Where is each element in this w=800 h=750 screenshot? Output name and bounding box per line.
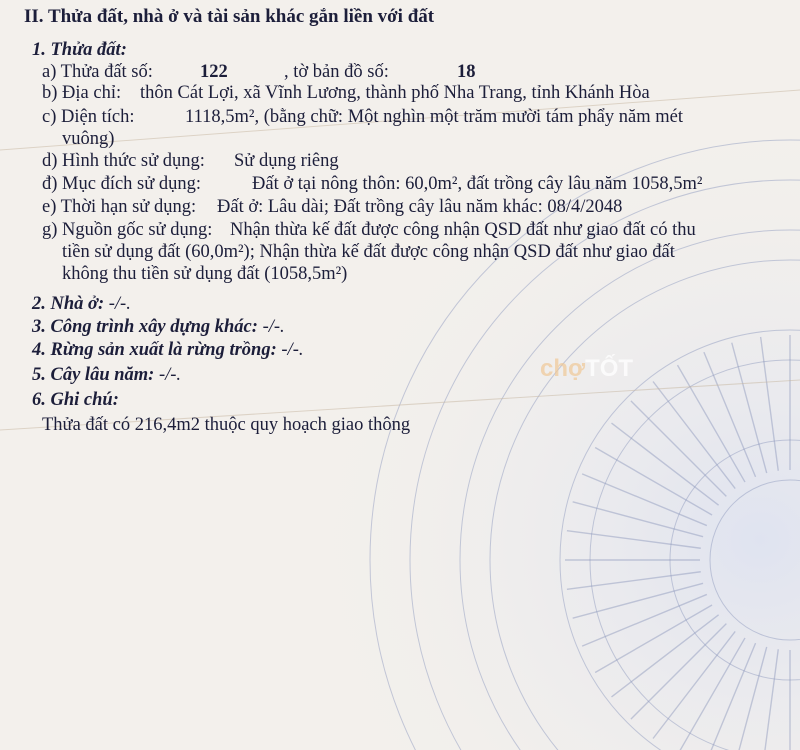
house-value: -/-. (108, 294, 131, 314)
origin-row (42, 219, 696, 241)
forest-row (32, 339, 303, 361)
address-row (42, 82, 650, 104)
perennial-heading: 5. Cây lâu năm: (32, 365, 155, 385)
map-sheet-label: , tờ bản đồ số: (284, 62, 389, 82)
other-works-heading: 3. Công trình xây dựng khác: (32, 317, 258, 337)
parcel-number-row (42, 61, 476, 83)
section-title: II. Thửa đất, nhà ở và tài sản khác gắn liền với đất (24, 6, 435, 27)
notes-heading: 6. Ghi chú: (32, 390, 119, 410)
usage-form-row (42, 150, 339, 172)
notes-text: Thửa đất có 216,4m2 thuộc quy hoạch giao thông (42, 415, 411, 435)
area-label: c) Diện tích: (42, 107, 135, 127)
address-label: b) Địa chỉ: (42, 83, 122, 103)
usage-form-label: d) Hình thức sử dụng: (42, 151, 205, 171)
origin-value-line1: Nhận thừa kế đất được công nhận QSD đất như giao đất có thu (230, 220, 696, 240)
land-heading: 1. Thửa đất: (32, 40, 127, 60)
area-continuation: vuông) (62, 129, 115, 149)
perennial-value: -/-. (158, 365, 182, 385)
forest-heading: 4. Rừng sản xuất là rừng trồng: (32, 340, 277, 360)
term-label: e) Thời hạn sử dụng: (42, 197, 197, 217)
term-value: Đất ở: Lâu dài; Đất trồng cây lâu năm khác: 08/4/2048 (217, 197, 623, 217)
origin-label: g) Nguồn gốc sử dụng: (42, 220, 213, 240)
house-row (32, 293, 131, 315)
purpose-row (42, 173, 703, 195)
forest-value: -/-. (281, 340, 304, 360)
house-heading: 2. Nhà ở: (32, 294, 105, 314)
parcel-number: 122 (200, 62, 228, 82)
other-works-row (32, 316, 285, 338)
usage-form-value: Sử dụng riêng (234, 151, 339, 171)
purpose-label: đ) Mục đích sử dụng: (42, 174, 202, 194)
origin-value-line2: tiền sử dụng đất (60,0m²); Nhận thừa kế đất được công nhận QSD đất như giao đất (62, 242, 675, 262)
area-value: 1118,5m², (bằng chữ: Một nghìn một trăm mười tám phẩy năm mét (185, 107, 683, 127)
parcel-label: a) Thửa đất số: (42, 62, 153, 82)
address-value: thôn Cát Lợi, xã Vĩnh Lương, thành phố Nha Trang, tỉnh Khánh Hòa (140, 83, 650, 103)
chotot-watermark: chợTỐT (540, 355, 634, 382)
origin-value-line3: không thu tiền sử dụng đất (1058,5m²) (62, 264, 348, 284)
area-row (42, 106, 683, 128)
perennial-row (32, 364, 181, 386)
other-works-value: -/-. (262, 317, 285, 337)
term-row (42, 196, 623, 218)
purpose-value: Đất ở tại nông thôn: 60,0m², đất trồng cây lâu năm 1058,5m² (252, 174, 703, 194)
map-sheet-number: 18 (457, 62, 476, 82)
